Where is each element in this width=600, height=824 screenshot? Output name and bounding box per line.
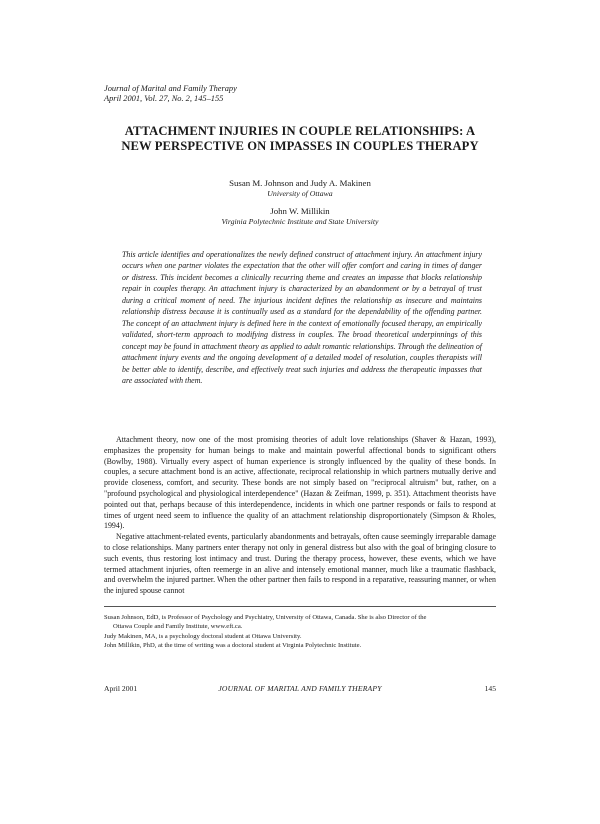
footnotes bbox=[104, 613, 496, 650]
body-text bbox=[104, 435, 496, 597]
footnote-johnson-continued: Ottawa Couple and Family Institute, www.eft.ca. bbox=[113, 623, 243, 631]
affiliation-primary: University of Ottawa bbox=[267, 189, 333, 198]
footnote-makinen: Judy Makinen, MA, is a psychology doctoral student at Ottawa University. bbox=[104, 632, 302, 640]
page-number: 145 bbox=[484, 684, 496, 693]
article-title: ATTACHMENT INJURIES IN COUPLE RELATIONSHIPS: A NEW PERSPECTIVE ON IMPASSES IN COUPLES THERAPY bbox=[121, 124, 479, 153]
journal-issue: April 2001, Vol. 27, No. 2, 145–155 bbox=[104, 94, 224, 103]
footer-date: April 2001 bbox=[104, 684, 138, 693]
affiliation-secondary: Virginia Polytechnic Institute and State University bbox=[221, 217, 379, 226]
body-paragraph-2: Negative attachment-related events, particularly abandonments and betrayals, often cause seemingly irreparable damage to close relationships. Many partners enter therapy not only in general distress but also with the goal of bringing closure to such events, thus restoring lost intimacy and trust. During the therapy process, however, these events, which we have termed attachment injuries, often reemerge in an alive and intensely emotional manner, much like a traumatic flashback, and overwhelm the injured partner. When the other partner then fails to respond in a reparative, reassuring manner, or when the injured spouse cannot bbox=[104, 532, 496, 596]
footnote-millikin: John Millikin, PhD, at the time of writing was a doctoral student at Virginia Polytechnic Institute. bbox=[104, 641, 362, 649]
authors-secondary: John W. Millikin bbox=[270, 206, 330, 216]
journal-name: Journal of Marital and Family Therapy bbox=[104, 84, 237, 93]
footnote-divider bbox=[104, 606, 496, 607]
body-paragraph-1: Attachment theory, now one of the most promising theories of adult love relationships (Shaver & Hazan, 1993), emphasizes the propensity for human beings to make and maintain powerful affectional bonds to significant others (Bowlby, 1988). Virtually every aspect of human experience is strongly influenced by the quality of these bonds. In couples, a secure attachment bond is an active, affectionate, reciprocal relationship in which partners mutually derive and provide closeness, comfort, and security. These bonds are not simply based on "reciprocal altruism" but, rather, on a "profound psychological and physiological interdependence" (Hazan & Zeifman, 1999, p. 351). Attachment theorists have pointed out that, perhaps because of this interdependence, incidents in which one partner responds or fails to respond at times of urgent need seem to influence the quality of an attachment relationship disproportionately (Simpson & Rholes, 1994). bbox=[104, 435, 496, 531]
authors-primary: Susan M. Johnson and Judy A. Makinen bbox=[229, 178, 371, 188]
footnote-johnson: Susan Johnson, EdD, is Professor of Psychology and Psychiatry, University of Ottawa, Canada. She is also Director of the bbox=[104, 614, 427, 621]
footer-journal: JOURNAL OF MARITAL AND FAMILY THERAPY bbox=[218, 684, 382, 693]
journal-header bbox=[104, 84, 237, 104]
abstract: This article identifies and operationalizes the newly defined construct of attachment injury. An attachment injury occurs when one partner violates the expectation that the other will offer comfort and caring in times of danger or distress. This incident becomes a clinically recurring theme and creates an impasse that blocks relationship repair in couples therapy. An attachment injury is characterized by an abandonment or by a betrayal of trust during a critical moment of need. The injurious incident defines the relationship as insecure and maintains relationship distress because it is continually used as a standard for the dependability of the offending partner. The concept of an attachment injury is defined here in the context of emotionally focused therapy, an empirically validated, short-term approach to modifying distress in couples. The broad theoretical underpinnings of this concept may be found in attachment theory as applied to adult romantic relationships. Through the delineation of attachment injury events and the ongoing development of a detailed model of resolution, couples therapists will be better able to identify, describe, and effectively treat such injuries and address the therapeutic impasses that are associated with them. bbox=[122, 250, 482, 385]
